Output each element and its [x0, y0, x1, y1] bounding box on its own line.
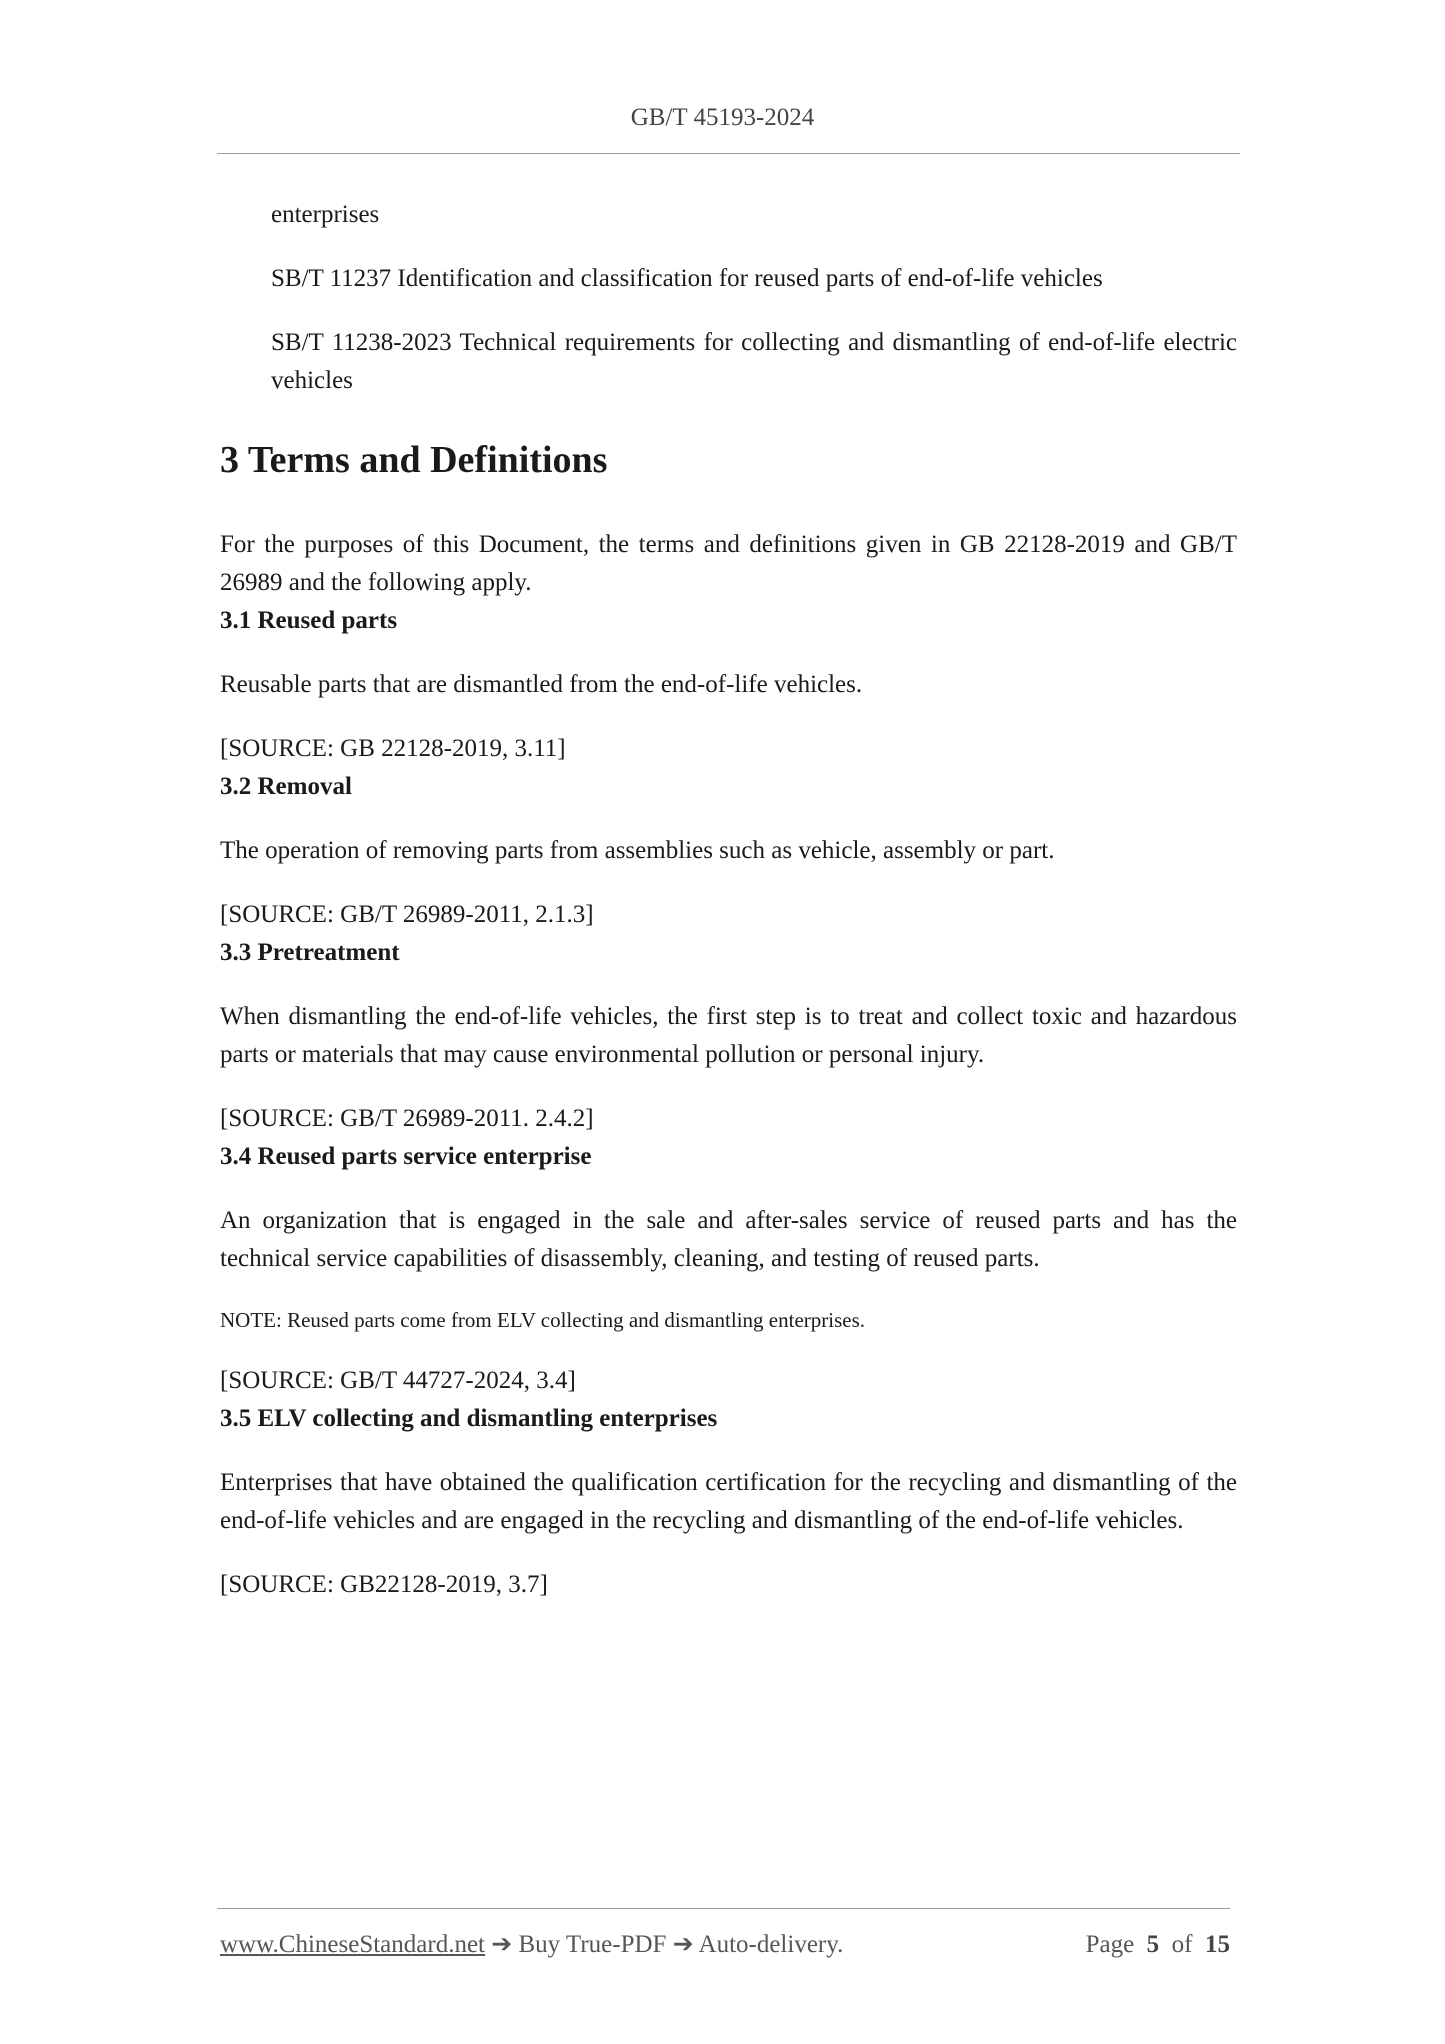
page-label: Page	[1085, 1931, 1135, 1958]
term-source-3-5: [SOURCE: GB22128-2019, 3.7]	[220, 1571, 548, 1598]
term-definition-3-5: Enterprises that have obtained the qualification certification for the recycling and dismantling of the end-of-life vehicles and are engaged in the recycling and dismantling of the end-of-life vehicles.	[220, 1469, 1237, 1534]
page-footer	[220, 1926, 1230, 1964]
section-intro: For the purposes of this Document, the terms and definitions given in GB 22128-2019 and GB/T 26989 and the following apply.	[220, 531, 1237, 596]
page-current: 5	[1146, 1931, 1160, 1958]
header-divider	[217, 153, 1240, 154]
reference-sbt-11237: SB/T 11237 Identification and classification for reused parts of end-of-life vehicles	[271, 265, 1103, 292]
section-heading-terms: 3 Terms and Definitions	[220, 439, 608, 481]
term-heading-3-5: 3.5 ELV collecting and dismantling enterprises	[220, 1405, 718, 1432]
term-heading-3-2: 3.2 Removal	[220, 773, 352, 800]
term-definition-3-4: An organization that is engaged in the sale and after-sales service of reused parts and has the technical service capabilities of disassembly, cleaning, and testing of reused parts.	[220, 1207, 1237, 1272]
term-note-3-4: NOTE: Reused parts come from ELV collecting and dismantling enterprises.	[220, 1308, 866, 1332]
footer-divider	[217, 1908, 1230, 1909]
page-total: 15	[1205, 1931, 1230, 1958]
term-source-3-1: [SOURCE: GB 22128-2019, 3.11]	[220, 735, 566, 762]
auto-delivery-text: Auto-delivery.	[698, 1931, 844, 1958]
arrow-right-icon: ➔	[491, 1931, 513, 1958]
site-link[interactable]: www.ChineseStandard.net	[220, 1931, 485, 1958]
page-indicator	[1086, 1926, 1230, 1964]
term-heading-3-1: 3.1 Reused parts	[220, 607, 398, 634]
term-source-3-2: [SOURCE: GB/T 26989-2011, 2.1.3]	[220, 901, 594, 928]
buy-true-pdf-text: Buy True-PDF	[518, 1931, 667, 1958]
reference-continuation: enterprises	[271, 201, 380, 228]
term-source-3-4: [SOURCE: GB/T 44727-2024, 3.4]	[220, 1367, 576, 1394]
document-code-header: GB/T 45193-2024	[630, 104, 815, 131]
page-content	[220, 196, 1237, 1604]
term-source-3-3: [SOURCE: GB/T 26989-2011. 2.4.2]	[220, 1105, 594, 1132]
term-heading-3-3: 3.3 Pretreatment	[220, 939, 400, 966]
term-definition-3-2: The operation of removing parts from assemblies such as vehicle, assembly or part.	[220, 837, 1055, 864]
reference-sbt-11238: SB/T 11238-2023 Technical requirements for collecting and dismantling of end-of-life electric vehicles	[271, 329, 1237, 394]
term-heading-3-4: 3.4 Reused parts service enterprise	[220, 1143, 592, 1170]
term-definition-3-3: When dismantling the end-of-life vehicles, the first step is to treat and collect toxic and hazardous parts or materials that may cause environmental pollution or personal injury.	[220, 1003, 1237, 1068]
term-definition-3-1: Reusable parts that are dismantled from the end-of-life vehicles.	[220, 671, 863, 698]
page-of-label: of	[1171, 1931, 1193, 1958]
arrow-right-icon: ➔	[672, 1931, 694, 1958]
